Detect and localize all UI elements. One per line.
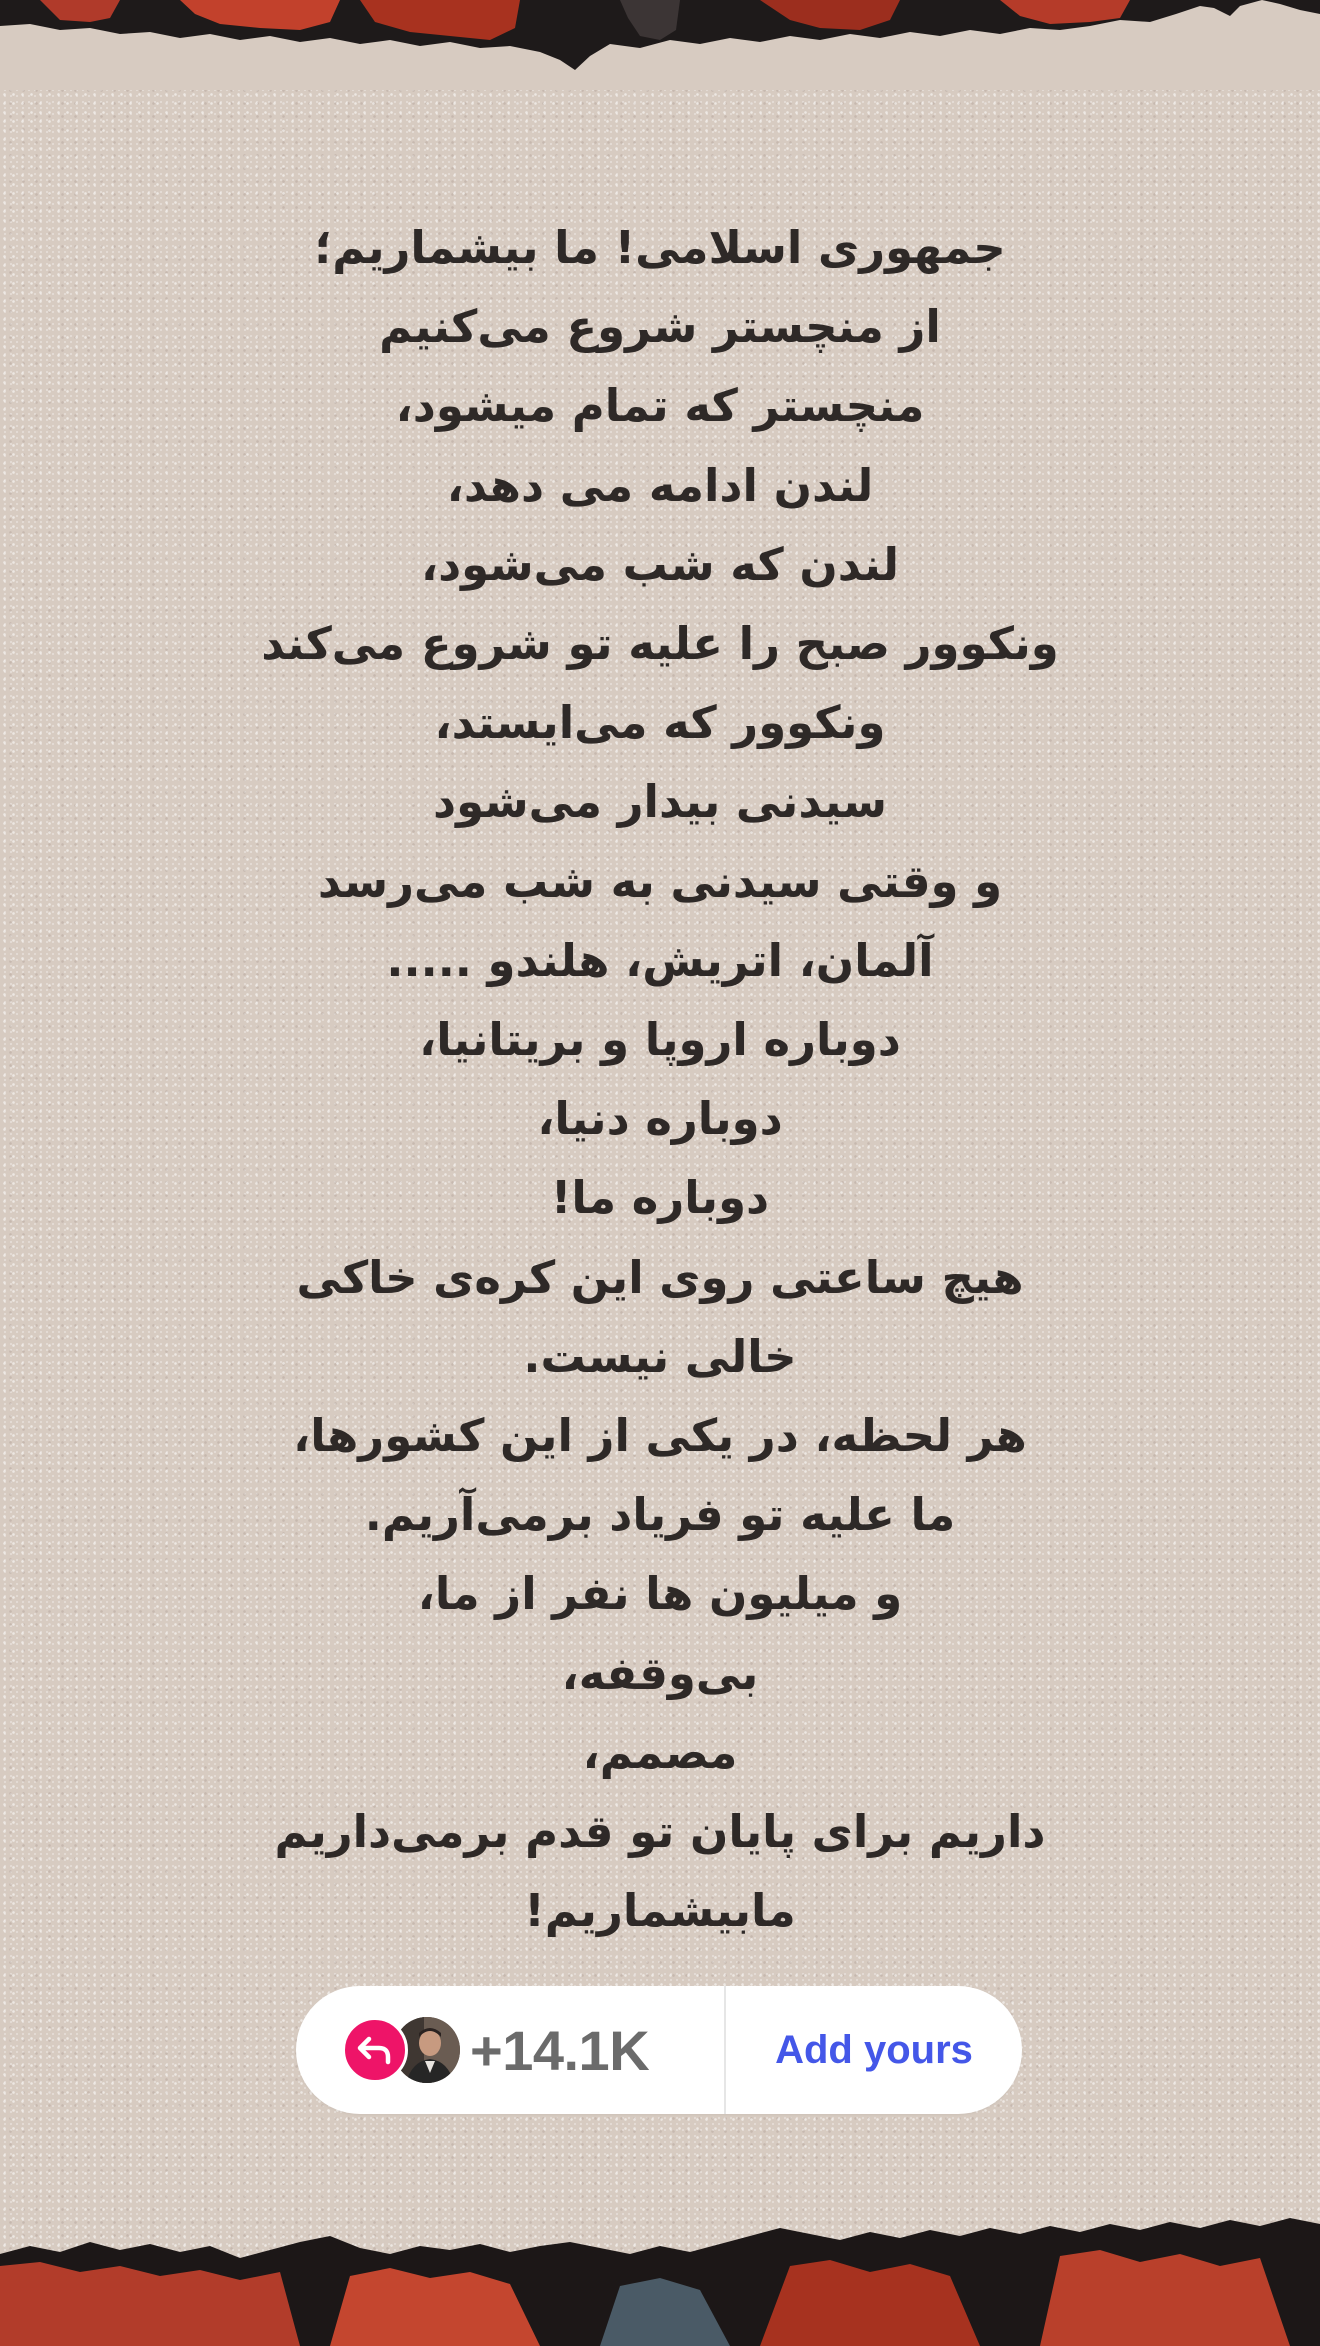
poem-line: از منچستر شروع می‌کنیم [379, 300, 941, 354]
participants-summary[interactable] [296, 1986, 724, 2114]
torn-paper-bottom [0, 2206, 1320, 2346]
poem-line: سیدنی بیدار می‌شود [433, 775, 887, 829]
poem-line: خالی نیست. [523, 1329, 797, 1383]
poem-line: لندن ادامه می دهد، [446, 458, 874, 512]
reply-arrow-icon [342, 2017, 408, 2083]
poem-line: دوباره اروپا و بریتانیا، [419, 1013, 901, 1067]
poem-line: مابیشماریم! [524, 1884, 796, 1938]
poem-line: منچستر که تمام میشود، [395, 379, 925, 433]
poem-line: مصمم، [582, 1725, 738, 1779]
poem-line: ونکوور که می‌ایستد، [434, 696, 886, 750]
poem-line: لندن که شب می‌شود، [420, 537, 900, 591]
poem-text [140, 208, 1180, 1950]
poem-line: ونکوور صبح را علیه تو شروع می‌کند [261, 617, 1059, 671]
poem-line: جمهوری اسلامی! ما بیشماریم؛ [314, 221, 1006, 274]
poem-line: بی‌وقفه، [561, 1646, 759, 1700]
poem-line: و میلیون ها نفر از ما، [417, 1567, 903, 1621]
poem-line: هر لحظه، در یکی از این کشورها، [293, 1409, 1027, 1463]
poem-line: دوباره دنیا، [537, 1092, 783, 1146]
poem-line: آلمان، اتریش، هلندو ..... [386, 933, 934, 987]
poem-line: و وقتی سیدنی به شب می‌رسد [317, 854, 1003, 908]
poem-line: دوباره ما! [550, 1171, 770, 1225]
avatar-stack [342, 2017, 462, 2083]
torn-paper-top [0, 0, 1320, 90]
add-yours-sticker[interactable] [296, 1986, 1022, 2114]
participant-count: +14.1K [470, 2018, 650, 2082]
poem-line: داریم برای پایان تو قدم برمی‌داریم [274, 1805, 1046, 1859]
poem-line: هیچ ساعتی روی این کره‌ی خاکی [296, 1250, 1024, 1304]
add-yours-button[interactable]: Add yours [775, 2027, 973, 2072]
poem-line: ما علیه تو فریاد برمی‌آریم. [364, 1488, 956, 1542]
